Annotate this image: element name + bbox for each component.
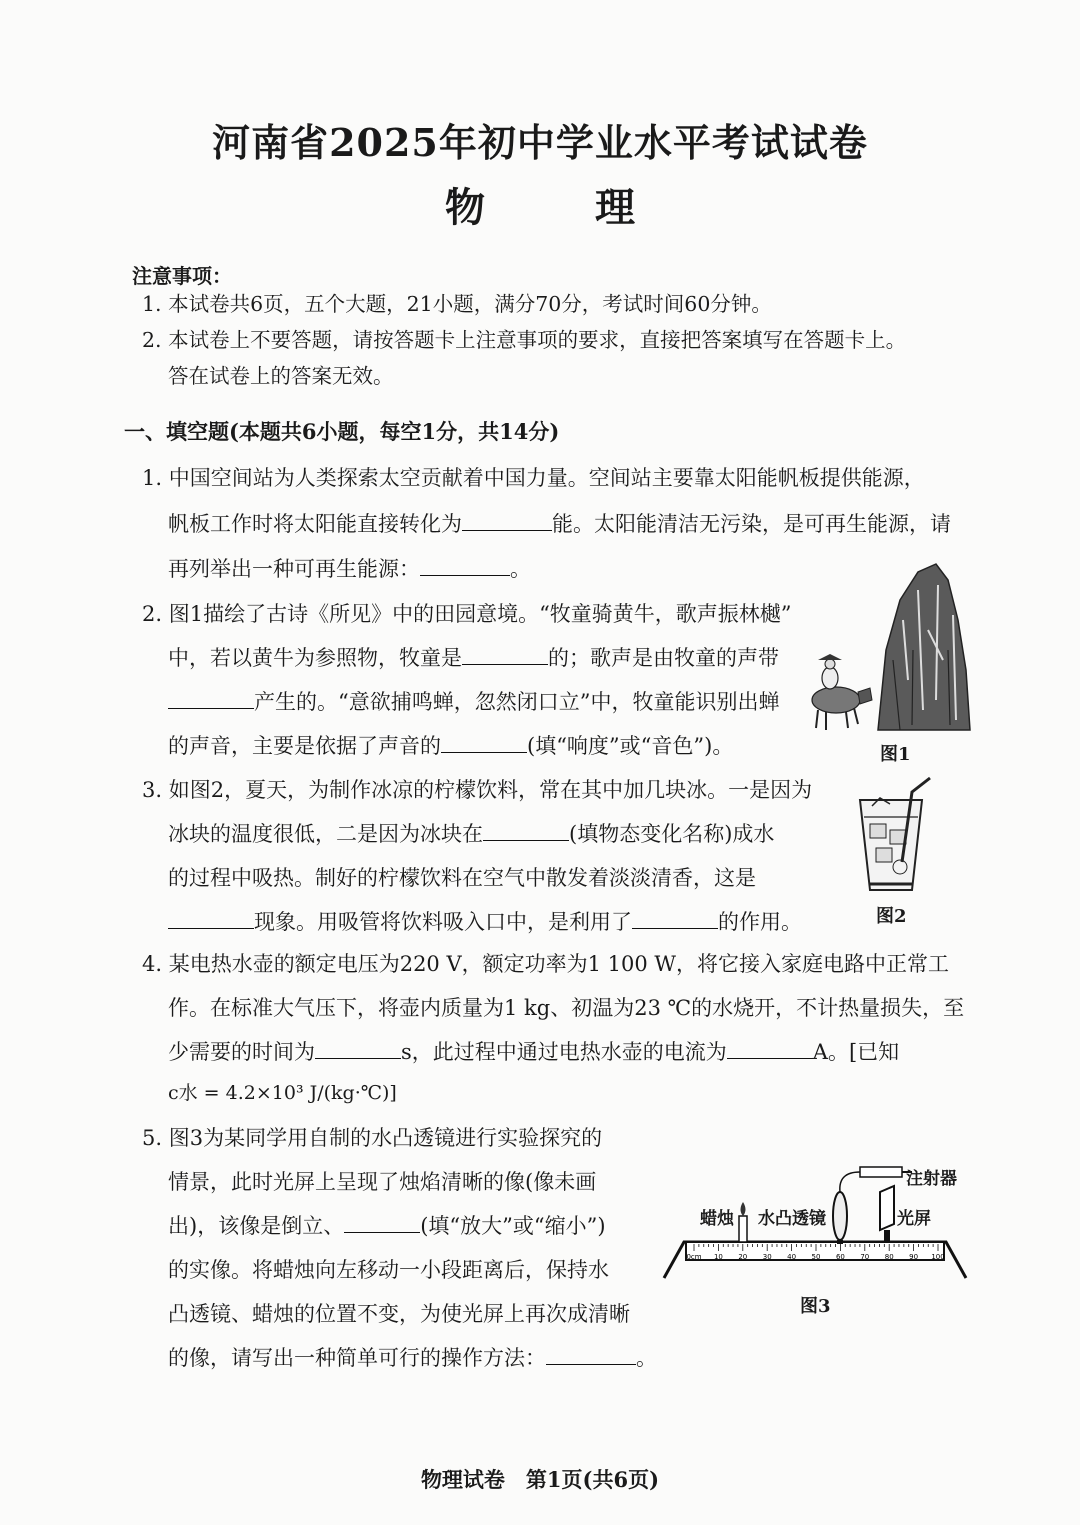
figure-3-caption: 图3: [800, 1296, 831, 1317]
q2-text-a: 中，若以黄牛为参照物，牧童是: [168, 646, 462, 670]
notice-heading: 注意事项：: [132, 264, 232, 288]
ruler-tick-label: 40: [787, 1253, 797, 1261]
answer-blank: [441, 730, 527, 753]
q2-line-4: [168, 730, 733, 760]
label-syringe: 注射器: [906, 1169, 957, 1189]
figure-1-caption: 图1: [880, 744, 911, 765]
q4-line-4: c水 = 4.2×10³ J/(kg·℃)]: [168, 1082, 397, 1104]
notice-item-2-cont: 答在试卷上的答案无效。: [168, 364, 394, 388]
q2-text-b: 的；歌声是由牧童的声带: [548, 646, 779, 670]
q1-line-2: [168, 508, 951, 538]
q3-line-2: [168, 818, 774, 848]
label-light-screen: 光屏: [897, 1209, 931, 1229]
answer-blank: [420, 553, 510, 576]
ruler-tick-label: 20: [738, 1253, 748, 1261]
answer-blank: [344, 1210, 420, 1233]
exam-title: 河南省2025年初中学业水平考试试卷: [212, 120, 868, 165]
q2-text-d: 的声音，主要是依据了声音的: [168, 734, 441, 758]
q4-text-a: 少需要的时间为: [168, 1040, 315, 1064]
answer-blank: [315, 1036, 401, 1059]
ruler-tick-label: 0cm: [686, 1253, 702, 1261]
answer-blank: [546, 1342, 636, 1365]
q5-line-6: [168, 1342, 657, 1372]
ruler-tick-label: 30: [762, 1253, 772, 1261]
q2-text-c: 产生的。“意欲捕鸣蝉，忽然闭口立”中，牧童能识别出蝉: [254, 690, 780, 714]
q3-text-c: 现象。用吸管将饮料吸入口中，是利用了: [254, 910, 632, 934]
notice-item-2: 2. 本试卷上不要答题，请按答题卡上注意事项的要求，直接把答案填写在答题卡上。: [142, 328, 907, 352]
figure-2-caption: 图2: [876, 906, 907, 927]
q1-text-d: 。: [510, 557, 531, 581]
q2-line-2: [168, 642, 779, 672]
ruler-tick-label: 70: [860, 1253, 870, 1261]
q4-text-b: s，此过程中通过电热水壶的电流为: [401, 1040, 727, 1064]
label-candle: 蜡烛: [700, 1209, 734, 1229]
q5-line-2: 情景，此时光屏上呈现了烛焰清晰的像(像未画: [168, 1170, 597, 1194]
q4-line-2: 作。在标准大气压下，将壶内质量为1 kg、初温为23 ℃的水烧开，不计热量损失，至: [168, 996, 965, 1020]
q1-text-a: 帆板工作时将太阳能直接转化为: [168, 512, 462, 536]
q5-text-a: 出)，该像是倒立、: [168, 1214, 345, 1238]
q2-text-e: (填“响度”或“音色”)。: [527, 734, 734, 758]
answer-blank: [483, 818, 569, 841]
q5-line-3: [168, 1210, 606, 1240]
answer-blank: [168, 906, 254, 929]
page-footer: 物理试卷 第1页(共6页): [420, 1467, 660, 1492]
q5-text-d: 。: [636, 1346, 657, 1370]
figure-2-illustration: [850, 772, 940, 897]
section-heading: 一、填空题(本题共6小题，每空1分，共14分): [124, 419, 560, 444]
q3-line-3: 的过程中吸热。制好的柠檬饮料在空气中散发着淡淡清香，这是: [168, 866, 756, 890]
q3-line-4: [168, 906, 802, 936]
q3-line-1: 3. 如图2，夏天，为制作冰凉的柠檬饮料，常在其中加几块冰。一是因为: [142, 778, 813, 802]
ruler-tick-label: 10: [713, 1253, 723, 1261]
notice-item-1: 1. 本试卷共6页，五个大题，21小题，满分70分，考试时间60分钟。: [142, 292, 772, 316]
q5-text-c: 的像，请写出一种简单可行的操作方法：: [168, 1346, 546, 1370]
ruler-tick-label: 60: [835, 1253, 845, 1261]
q2-line-3: [168, 686, 779, 716]
q5-line-1: 5. 图3为某同学用自制的水凸透镜进行实验探究的: [142, 1126, 603, 1150]
q5-line-5: 凸透镜、蜡烛的位置不变，为使光屏上再次成清晰: [168, 1302, 630, 1326]
answer-blank: [168, 686, 254, 709]
q5-text-b: (填“放大”或“缩小”): [420, 1214, 606, 1238]
q1-text-c: 再列举出一种可再生能源：: [168, 557, 420, 581]
q4-line-3: [168, 1036, 899, 1066]
q1-line-1: 1. 中国空间站为人类探索太空贡献着中国力量。空间站主要靠太阳能帆板提供能源，: [142, 466, 925, 490]
label-water-lens: 水凸透镜: [758, 1209, 826, 1229]
q5-line-4: 的实像。将蜡烛向左移动一小段距离后，保持水: [168, 1258, 609, 1282]
q3-text-b: (填物态变化名称)成水: [569, 822, 775, 846]
answer-blank: [462, 508, 552, 531]
q1-text-b: 能。太阳能清洁无污染，是可再生能源，请: [552, 512, 951, 536]
answer-blank: [632, 906, 718, 929]
q2-line-1: 2. 图1描绘了古诗《所见》中的田园意境。“牧童骑黄牛，歌声振林樾”: [142, 602, 792, 626]
ruler-tick-label: 80: [884, 1253, 894, 1261]
subject-title: 物理: [445, 184, 745, 231]
figure-1-illustration: [808, 560, 973, 735]
answer-blank: [462, 642, 548, 665]
q3-text-a: 冰块的温度很低，二是因为冰块在: [168, 822, 483, 846]
q3-text-d: 的作用。: [718, 910, 802, 934]
ruler-tick-label: 90: [909, 1253, 919, 1261]
ruler-tick-label: 100: [931, 1253, 945, 1261]
q1-line-3: [168, 553, 531, 583]
ruler-tick-label: 50: [811, 1253, 821, 1261]
q4-text-c: A。[已知: [812, 1040, 900, 1064]
answer-blank: [727, 1036, 813, 1059]
q4-line-1: 4. 某电热水壶的额定电压为220 V，额定功率为1 100 W，将它接入家庭电路中正常工: [142, 952, 950, 976]
